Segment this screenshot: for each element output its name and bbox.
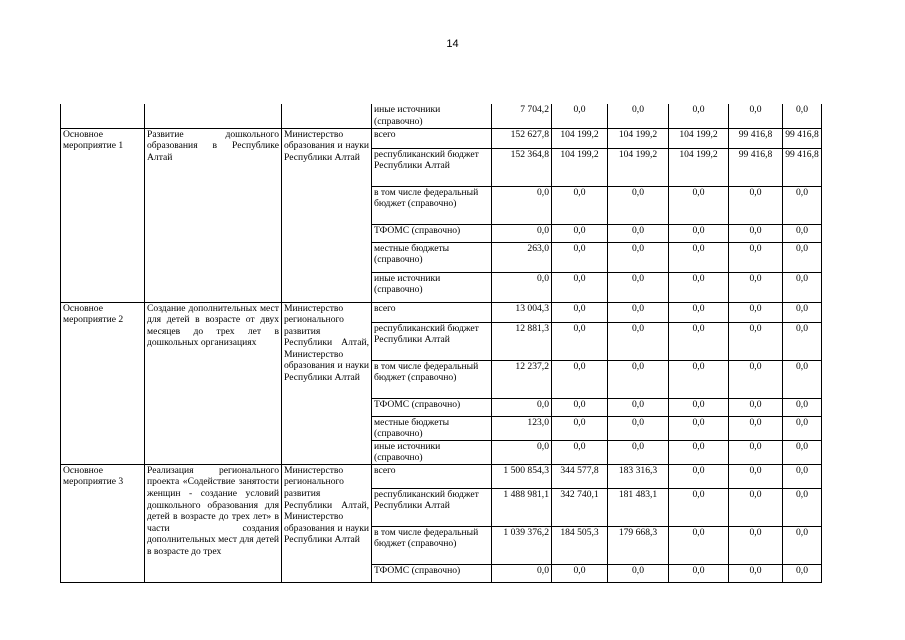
- amount-cell: 0,0: [729, 488, 783, 526]
- funding-source-cell: в том числе федеральный бюджет (справочно): [372, 186, 492, 224]
- amount-cell: 12 237,2: [492, 360, 552, 398]
- amount-cell: 183 316,3: [608, 464, 669, 488]
- amount-cell: 0,0: [552, 416, 608, 440]
- amount-cell: 181 483,1: [608, 488, 669, 526]
- amount-cell: 0,0: [729, 272, 783, 302]
- amount-cell: 152 627,8: [492, 128, 552, 148]
- event-cell: Основное мероприятие 2: [61, 302, 145, 464]
- amount-cell: 0,0: [608, 398, 669, 416]
- amount-cell: 0,0: [729, 242, 783, 272]
- amount-cell: 0,0: [492, 564, 552, 582]
- funding-source-cell: ТФОМС (справочно): [372, 224, 492, 242]
- amount-cell: 0,0: [669, 322, 729, 360]
- amount-cell: 0,0: [552, 104, 608, 128]
- amount-cell: 0,0: [783, 398, 822, 416]
- amount-cell: 0,0: [783, 464, 822, 488]
- amount-cell: 0,0: [669, 464, 729, 488]
- amount-cell: 0,0: [552, 440, 608, 464]
- amount-cell: 0,0: [669, 440, 729, 464]
- amount-cell: 0,0: [608, 242, 669, 272]
- amount-cell: 0,0: [608, 224, 669, 242]
- amount-cell: 0,0: [783, 440, 822, 464]
- amount-cell: 0,0: [608, 360, 669, 398]
- amount-cell: 0,0: [552, 242, 608, 272]
- amount-cell: 0,0: [608, 302, 669, 322]
- executor-cell: Министерство регионального развития Республики Алтай, Министерство образования и науки Республики Алтай: [282, 464, 372, 582]
- amount-cell: 0,0: [729, 440, 783, 464]
- amount-cell: 0,0: [783, 322, 822, 360]
- funding-source-cell: иные источники (справочно): [372, 272, 492, 302]
- amount-cell: 0,0: [552, 360, 608, 398]
- amount-cell: 0,0: [552, 564, 608, 582]
- amount-cell: 0,0: [783, 186, 822, 224]
- amount-cell: 0,0: [492, 224, 552, 242]
- amount-cell: 99 416,8: [729, 148, 783, 186]
- amount-cell: 0,0: [669, 416, 729, 440]
- amount-cell: 0,0: [608, 104, 669, 128]
- amount-cell: 0,0: [783, 526, 822, 564]
- amount-cell: 0,0: [669, 526, 729, 564]
- amount-cell: 0,0: [669, 488, 729, 526]
- amount-cell: 0,0: [729, 464, 783, 488]
- amount-cell: 0,0: [608, 440, 669, 464]
- amount-cell: 0,0: [783, 224, 822, 242]
- amount-cell: 0,0: [669, 242, 729, 272]
- amount-cell: 0,0: [669, 398, 729, 416]
- amount-cell: 13 004,3: [492, 302, 552, 322]
- amount-cell: 0,0: [729, 416, 783, 440]
- amount-cell: 0,0: [552, 186, 608, 224]
- amount-cell: 1 500 854,3: [492, 464, 552, 488]
- amount-cell: 0,0: [552, 398, 608, 416]
- amount-cell: 0,0: [492, 272, 552, 302]
- amount-cell: 0,0: [669, 272, 729, 302]
- amount-cell: 0,0: [783, 104, 822, 128]
- amount-cell: 104 199,2: [608, 128, 669, 148]
- amount-cell: 0,0: [729, 360, 783, 398]
- executor-cell: Министерство образования и науки Республики Алтай: [282, 128, 372, 302]
- amount-cell: 0,0: [729, 186, 783, 224]
- amount-cell: 0,0: [669, 224, 729, 242]
- amount-cell: 99 416,8: [729, 128, 783, 148]
- title-cell: [145, 104, 282, 128]
- amount-cell: 179 668,3: [608, 526, 669, 564]
- amount-cell: 0,0: [492, 186, 552, 224]
- amount-cell: 99 416,8: [783, 148, 822, 186]
- amount-cell: 0,0: [669, 104, 729, 128]
- amount-cell: 0,0: [783, 416, 822, 440]
- executor-cell: [282, 104, 372, 128]
- amount-cell: 0,0: [729, 322, 783, 360]
- funding-source-cell: всего: [372, 464, 492, 488]
- amount-cell: 0,0: [729, 398, 783, 416]
- amount-cell: 0,0: [492, 440, 552, 464]
- amount-cell: 0,0: [729, 564, 783, 582]
- amount-cell: 0,0: [783, 360, 822, 398]
- title-cell: Развитие дошкольного образования в Республике Алтай: [145, 128, 282, 302]
- event-cell: Основное мероприятие 1: [61, 128, 145, 302]
- amount-cell: 104 199,2: [552, 128, 608, 148]
- amount-cell: 0,0: [783, 564, 822, 582]
- funding-source-cell: местные бюджеты (справочно): [372, 416, 492, 440]
- amount-cell: 152 364,8: [492, 148, 552, 186]
- amount-cell: 0,0: [783, 272, 822, 302]
- amount-cell: 0,0: [608, 186, 669, 224]
- amount-cell: 12 881,3: [492, 322, 552, 360]
- title-cell: Реализация регионального проекта «Содействие занятости женщин - создание условий дошкольного образования для детей в возрасте до трех лет» в части создания дополнительных мест для детей в возрасте до трех: [145, 464, 282, 582]
- funding-source-cell: ТФОМС (справочно): [372, 564, 492, 582]
- funding-source-cell: ТФОМС (справочно): [372, 398, 492, 416]
- funding-source-cell: республиканский бюджет Республики Алтай: [372, 322, 492, 360]
- amount-cell: 0,0: [729, 526, 783, 564]
- funding-source-cell: республиканский бюджет Республики Алтай: [372, 488, 492, 526]
- table-row: [61, 302, 822, 322]
- amount-cell: 263,0: [492, 242, 552, 272]
- event-cell: [61, 104, 145, 128]
- amount-cell: 104 199,2: [608, 148, 669, 186]
- executor-cell: Министерство регионального развития Республики Алтай, Министерство образования и науки Республики Алтай: [282, 302, 372, 464]
- table-row: [61, 464, 822, 488]
- funding-source-cell: всего: [372, 302, 492, 322]
- amount-cell: 0,0: [608, 322, 669, 360]
- funding-source-cell: иные источники (справочно): [372, 104, 492, 128]
- budget-table-body: [61, 104, 822, 582]
- table-row: [61, 128, 822, 148]
- amount-cell: 123,0: [492, 416, 552, 440]
- amount-cell: 0,0: [783, 488, 822, 526]
- amount-cell: 0,0: [669, 360, 729, 398]
- amount-cell: 0,0: [729, 302, 783, 322]
- title-cell: Создание дополнительных мест для детей в возрасте от двух месяцев до трех лет в дошкольных организациях: [145, 302, 282, 464]
- amount-cell: 0,0: [492, 398, 552, 416]
- event-cell: Основное мероприятие 3: [61, 464, 145, 582]
- amount-cell: 184 505,3: [552, 526, 608, 564]
- amount-cell: 0,0: [783, 242, 822, 272]
- amount-cell: 0,0: [669, 186, 729, 224]
- amount-cell: 1 039 376,2: [492, 526, 552, 564]
- amount-cell: 99 416,8: [783, 128, 822, 148]
- funding-source-cell: в том числе федеральный бюджет (справочно): [372, 526, 492, 564]
- amount-cell: 0,0: [608, 416, 669, 440]
- amount-cell: 104 199,2: [669, 128, 729, 148]
- budget-table: [60, 104, 822, 583]
- amount-cell: 1 488 981,1: [492, 488, 552, 526]
- amount-cell: 7 704,2: [492, 104, 552, 128]
- amount-cell: 0,0: [552, 322, 608, 360]
- amount-cell: 0,0: [669, 302, 729, 322]
- amount-cell: 342 740,1: [552, 488, 608, 526]
- funding-source-cell: всего: [372, 128, 492, 148]
- amount-cell: 344 577,8: [552, 464, 608, 488]
- amount-cell: 0,0: [608, 272, 669, 302]
- amount-cell: 0,0: [729, 224, 783, 242]
- amount-cell: 0,0: [552, 302, 608, 322]
- page-number: 14: [446, 38, 459, 50]
- amount-cell: 0,0: [669, 564, 729, 582]
- amount-cell: 0,0: [729, 104, 783, 128]
- amount-cell: 0,0: [608, 564, 669, 582]
- amount-cell: 104 199,2: [669, 148, 729, 186]
- amount-cell: 0,0: [552, 224, 608, 242]
- table-row: [61, 104, 822, 128]
- funding-source-cell: местные бюджеты (справочно): [372, 242, 492, 272]
- amount-cell: 104 199,2: [552, 148, 608, 186]
- amount-cell: 0,0: [783, 302, 822, 322]
- funding-source-cell: республиканский бюджет Республики Алтай: [372, 148, 492, 186]
- amount-cell: 0,0: [552, 272, 608, 302]
- funding-source-cell: иные источники (справочно): [372, 440, 492, 464]
- funding-source-cell: в том числе федеральный бюджет (справочно): [372, 360, 492, 398]
